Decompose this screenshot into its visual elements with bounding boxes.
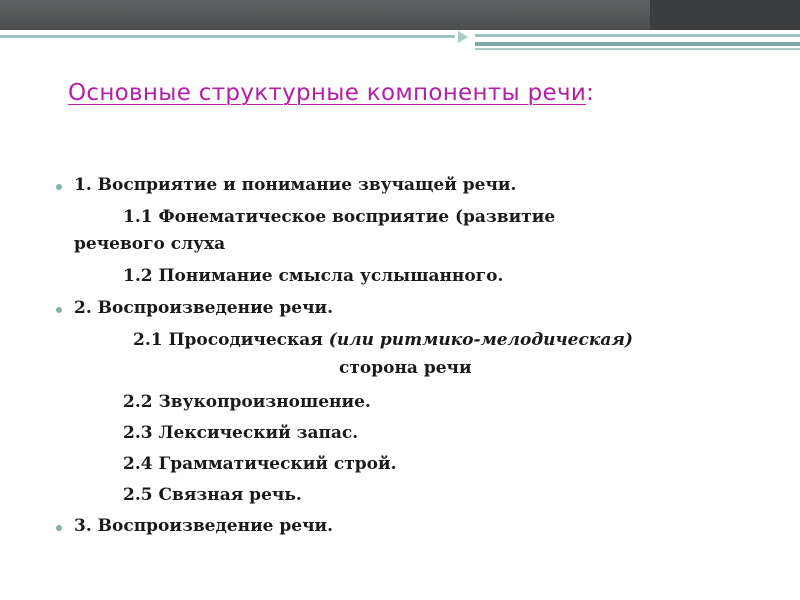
bullet-dot-icon: [56, 525, 62, 531]
sub-item-2-1-normal: 2.1 Просодическая: [133, 330, 329, 350]
sub-item-2-1-italic: (или ритмико-мелодическая): [328, 330, 633, 350]
sub-item-2-5: 2.5 Связная речь.: [123, 485, 302, 505]
list-item-3: 3. Воспроизведение речи.: [74, 516, 334, 536]
list-item-1: 1. Восприятие и понимание звучащей речи.: [74, 175, 517, 195]
sub-item-1-1-line-2: речевого слуха: [74, 234, 226, 254]
bullet-dot-icon: [56, 307, 62, 313]
sub-item-2-3: 2.3 Лексический запас.: [123, 423, 359, 443]
sub-item-2-1-line-1: [133, 330, 633, 350]
sub-item-2-4: 2.4 Грамматический строй.: [123, 454, 397, 474]
bullet-dot-icon: [56, 184, 62, 190]
sub-item-2-1-line-2: сторона речи: [339, 358, 472, 378]
sub-item-2-2: 2.2 Звукопроизношение.: [123, 392, 371, 412]
sub-item-1-1-line-1: 1.1 Фонематическое восприятие (развитие: [123, 207, 556, 227]
sub-item-1-2: 1.2 Понимание смысла услышанного.: [123, 266, 504, 286]
slide-title-text: Основные структурные компоненты речи: [68, 80, 587, 106]
list-item-2: 2. Воспроизведение речи.: [74, 298, 334, 318]
slide-title-colon: :: [586, 80, 595, 106]
